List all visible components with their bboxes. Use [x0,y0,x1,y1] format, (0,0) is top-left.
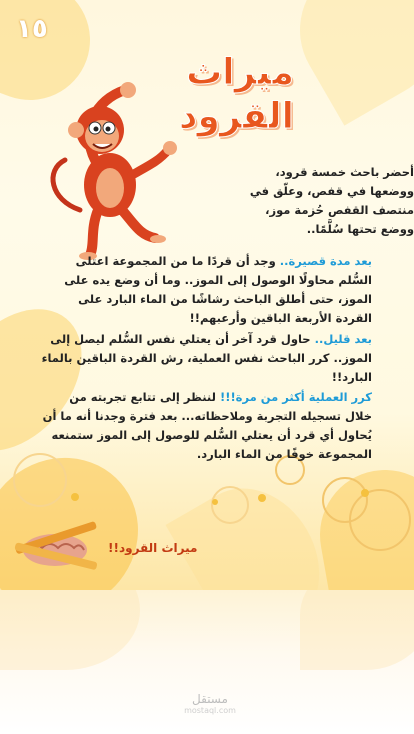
watermark [170,692,250,715]
paragraph-3-lead: بعد قليل.. [314,332,372,346]
paragraph-2-lead: بعد مدة قصيرة.. [279,254,372,268]
brain-pencil-icon [10,512,100,572]
paragraph-3-body: حاول قرد آخر أن يعتلي نفس السُّلم ليصل إلى الموز.. كرر الباحث نفس العملية، رش القردة الباقين بالماء البارد!! [41,332,372,384]
page-number: ١٥ [16,14,48,44]
title-line-1: ميراث [186,52,294,93]
paragraph-1: أحضر باحث خمسة قرود، ووضعها في قفص، وعلّق في منتصف القفص حُزمة موز، ووضع تحتها سُلَّمًا.. [249,165,414,236]
paragraph-4-lead: كرر العملية أكثر من مرة!!! [219,390,372,404]
footer-label: ميراث القرود!! [108,541,198,555]
decor-petal [0,590,140,670]
paragraph-4-body: لننظر إلى تتابع تجربته من خلال تسجيله التجربة وملاحظاته... بعد فترة وجدنا أنه ما أن يُحاول أي قرد أن يعتلي السُّلم للوصول إلى الموز ستمنعه المجموعة خوفًا من الماء البارد. [42,390,372,461]
monkey-illustration [40,60,190,260]
title-line-2: القرود [178,96,294,137]
paragraph-2-body: وجد أن قردًا ما من المجموعة اعتلى السُّلم محاولًا الوصول إلى الموز.. وما أن وضع يده على الموز، حتى أطلق الباحث رشاشًا من الماء البارد على القردة الأربعة الباقين وأرعبهم!! [64,254,372,325]
paragraph-4 [40,388,372,464]
watermark-brand: مستقل [192,692,228,706]
paragraph-2 [40,252,372,328]
paragraph-3 [40,330,372,387]
watermark-domain: mostaql.com [184,706,236,715]
decor-petal [300,590,414,670]
